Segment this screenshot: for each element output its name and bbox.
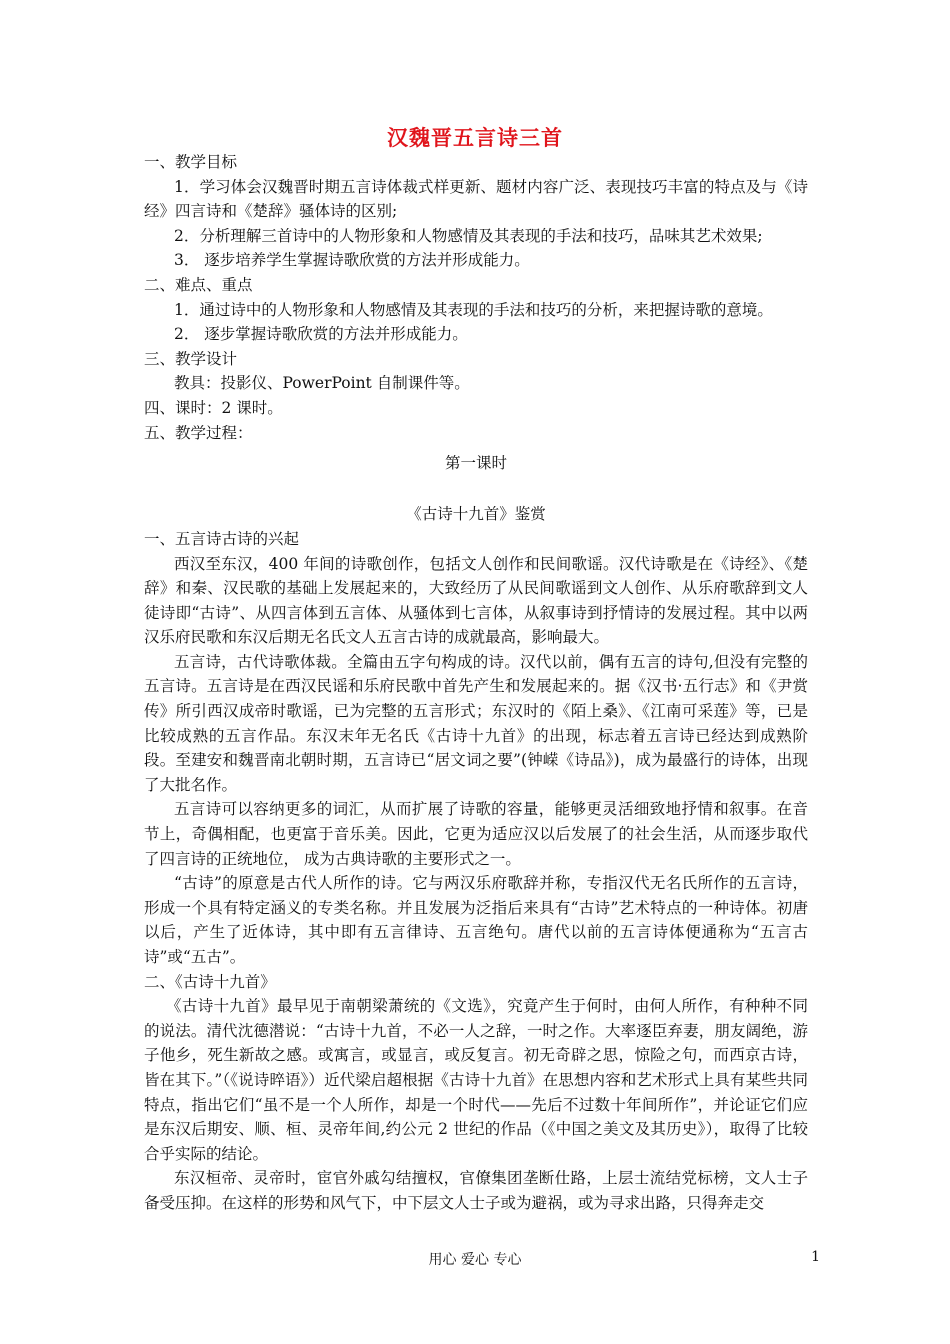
key-point-2: 2． 逐步掌握诗歌欣赏的方法并形成能力。: [174, 325, 468, 344]
design-tools: 教具：投影仪、PowerPoint 自制课件等。: [174, 374, 470, 393]
spacer: [144, 476, 808, 501]
paragraph-5: 《古诗十九首》最早见于南朝梁萧统的《文选》，究竟产生于何时，由何人所作，有种种不同的说法。清代沈德潜说：“古诗十九首，不必一人之辞，一时之作。大率逐臣弃妻，朋友阔绝，游子他乡，死生新故之感。或寓言，或显言，或反复言。初无奇辟之思，惊险之句，而西京古诗，皆在其下。”（《说诗晬语》）近代梁启超根据《古诗十九首》在思想内容和艺术形式上具有某些共同特点，指出它们“虽不是一个人所作，却是一个时代——先后不过数十年间所作”，并论证它们应是东汉后期安、顺、桓、灵帝年间,约公元 2 世纪的作品（《中国之美文及其历史》），取得了比较合乎实际的结论。: [144, 997, 808, 1163]
section-heading-hours: 四、课时：2 课时。: [144, 398, 283, 417]
footer-motto: 用心 爱心 专心: [428, 1252, 522, 1268]
objective-2: 2．分析理解三首诗中的人物形象和人物感情及其表现的手法和技巧，品味其艺术效果;: [174, 226, 763, 245]
page-number: 1: [811, 1249, 820, 1265]
paragraph-3: 五言诗可以容纳更多的词汇，从而扩展了诗歌的容量，能够更灵活细致地抒情和叙事。在音节上，奇偶相配，也更富于音乐美。因此，它更为适应汉以后发展了的社会生活，从而逐步取代了四言诗的正统地位， 成为古典诗歌的主要形式之一。: [144, 800, 808, 868]
paragraph-6: 东汉桓帝、灵帝时，宦官外戚勾结擅权，官僚集团垄断仕路，上层士流结党标榜，文人士子备受压抑。在这样的形势和风气下，中下层文人士子或为避祸，或为寻求出路，只得奔走交: [144, 1169, 808, 1212]
document-title: 汉魏晋五言诗三首: [387, 125, 563, 150]
section-heading-process: 五、教学过程：: [144, 423, 253, 442]
paragraph-4: “古诗”的原意是古代人所作的诗。它与两汉乐府歌辞并称，专指汉代无名氏所作的五言诗，形成一个具有特定涵义的专类名称。并且发展为泛指后来具有“古诗”艺术特点的一种诗体。初唐以后，产生了近体诗，其中即有五言律诗、五言绝句。唐代以前的五言诗体便通称为“五言古诗”或“五古”。: [144, 874, 808, 966]
objective-3: 3． 逐步培养学生掌握诗歌欣赏的方法并形成能力。: [174, 251, 530, 270]
section-heading-design: 三、教学设计: [144, 349, 238, 368]
subheading-rise: 一、五言诗古诗的兴起: [144, 529, 300, 548]
objective-1: 1．学习体会汉魏晋时期五言诗体裁式样更新、题材内容广泛、表现技巧丰富的特点及与《诗经》四言诗和《楚辞》骚体诗的区别;: [144, 177, 808, 221]
document-body: [144, 150, 808, 1216]
section-heading-objectives: 一、教学目标: [144, 153, 238, 171]
key-point-1: 1．通过诗中的人物形象和人物感情及其表现的手法和技巧的分析，来把握诗歌的意境。: [174, 300, 773, 319]
subheading-nineteen-poems: 二、《古诗十九首》: [144, 972, 276, 991]
paragraph-1: 西汉至东汉，400 年间的诗歌创作，包括文人创作和民间歌谣。汉代诗歌是在《诗经》、《楚辞》和秦、汉民歌的基础上发展起来的，大致经历了从民间歌谣到文人创作、从乐府歌辞到文人徒诗即“古诗”、从四言体到五言体、从骚体到七言体，从叙事诗到抒情诗的发展过程。其中以两汉乐府民歌和东汉后期无名氏文人五言古诗的成就最高，影响最大。: [144, 554, 808, 647]
appreciation-heading: 《古诗十九首》鉴赏: [406, 505, 546, 524]
paragraph-2: 五言诗，古代诗歌体裁。全篇由五字句构成的诗。汉代以前，偶有五言的诗句,但没有完整的五言诗。五言诗是在西汉民谣和乐府民歌中首先产生和发展起来的。据《汉书·五行志》和《尹赏传》所引西汉成帝时歌谣，已为完整的五言形式；东汉时的《陌上桑》、《江南可采莲》等，已是比较成熟的五言作品。东汉末年无名氏《古诗十九首》的出现，标志着五言诗已经达到成熟阶段。至建安和魏晋南北朝时期，五言诗已“居文词之要”(钟嵘《诗品》)，成为最盛行的诗体，出现了大批名作。: [144, 652, 808, 794]
lesson-heading: 第一课时: [444, 454, 507, 473]
section-heading-key-points: 二、难点、重点: [144, 275, 253, 294]
